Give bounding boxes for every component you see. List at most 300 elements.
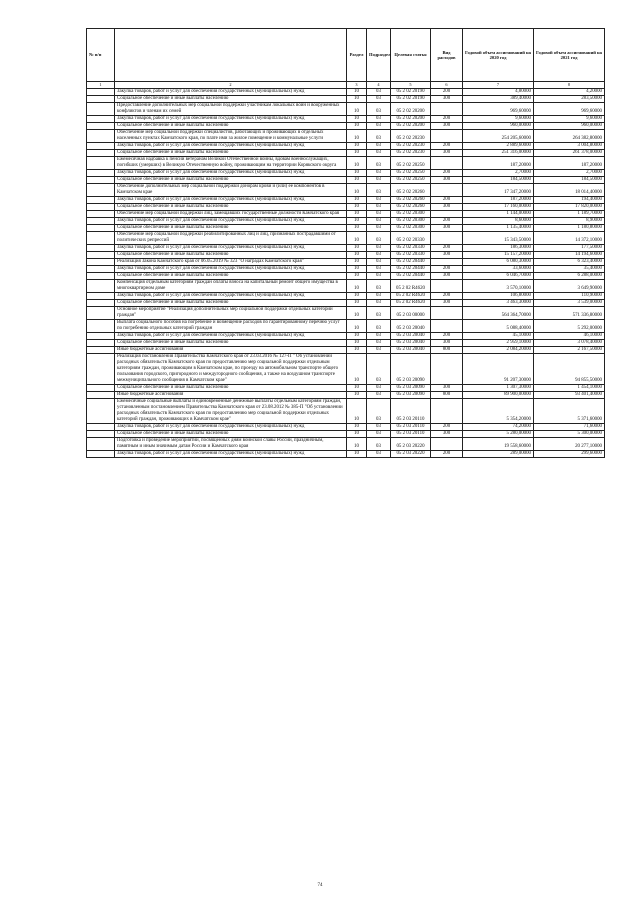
row-num-cell bbox=[87, 96, 115, 103]
row-2021-cell: 46,10000 bbox=[534, 333, 605, 340]
row-vid-cell: 200 bbox=[431, 424, 463, 431]
row-name-cell: Иные бюджетные ассигнования bbox=[115, 392, 347, 399]
row-target-cell: 05 2 02 20200 bbox=[391, 116, 431, 123]
row-vid-cell bbox=[431, 354, 463, 385]
row-num-cell bbox=[87, 451, 115, 458]
row-razdel-cell: 10 bbox=[347, 340, 367, 347]
row-2020-cell: 184,50000 bbox=[463, 177, 534, 184]
row-target-cell: 05 2 03 20090 bbox=[391, 392, 431, 399]
header-vid: Вид расходов bbox=[431, 29, 463, 82]
row-razdel-cell: 10 bbox=[347, 143, 367, 150]
header-razdel: Раздел bbox=[347, 29, 367, 82]
row-target-cell: 05 2 02 20300 bbox=[391, 211, 431, 218]
row-razdel-cell: 10 bbox=[347, 232, 367, 245]
row-num-cell bbox=[87, 259, 115, 266]
row-2021-cell: 71,60000 bbox=[534, 424, 605, 431]
row-num-cell bbox=[87, 130, 115, 143]
row-2021-cell: 187,20000 bbox=[534, 157, 605, 170]
row-2020-cell: 969,60000 bbox=[463, 103, 534, 116]
col-number: 3 bbox=[347, 82, 367, 89]
row-2020-cell: 1 144,00000 bbox=[463, 211, 534, 218]
row-2021-cell: 18 014,40000 bbox=[534, 184, 605, 197]
row-name-cell: Социальное обеспечение и иные выплаты населению bbox=[115, 150, 347, 157]
row-2021-cell: 35,40000 bbox=[534, 266, 605, 273]
row-razdel-cell: 10 bbox=[347, 204, 367, 211]
row-target-cell: 05 2 02 20260 bbox=[391, 204, 431, 211]
row-2020-cell: 1 307,30000 bbox=[463, 385, 534, 392]
row-2021-cell: 2 167,50000 bbox=[534, 347, 605, 354]
row-name-cell: Социальное обеспечение и иные выплаты населению bbox=[115, 123, 347, 130]
row-podrazdel-cell: 03 bbox=[367, 259, 391, 266]
row-razdel-cell: 10 bbox=[347, 333, 367, 340]
table-row bbox=[87, 218, 605, 225]
row-vid-cell: 200 bbox=[431, 143, 463, 150]
row-podrazdel-cell: 03 bbox=[367, 157, 391, 170]
table-row bbox=[87, 451, 605, 458]
row-podrazdel-cell: 03 bbox=[367, 354, 391, 385]
row-podrazdel-cell: 03 bbox=[367, 123, 391, 130]
row-vid-cell: 300 bbox=[431, 431, 463, 438]
row-num-cell bbox=[87, 177, 115, 184]
row-vid-cell: 300 bbox=[431, 177, 463, 184]
row-razdel-cell: 10 bbox=[347, 431, 367, 438]
row-2021-cell: 17 820,00000 bbox=[534, 204, 605, 211]
row-num-cell bbox=[87, 300, 115, 307]
row-target-cell: 05 2 02 20230 bbox=[391, 143, 431, 150]
row-name-cell: Социальное обеспечение и иные выплаты населению bbox=[115, 385, 347, 392]
row-razdel-cell: 10 bbox=[347, 150, 367, 157]
row-vid-cell: 300 bbox=[431, 300, 463, 307]
row-2020-cell: 19 558,60000 bbox=[463, 438, 534, 451]
table-row bbox=[87, 273, 605, 280]
row-razdel-cell: 10 bbox=[347, 197, 367, 204]
row-target-cell: 05 2 02 20440 bbox=[391, 273, 431, 280]
table-row bbox=[87, 211, 605, 218]
row-podrazdel-cell: 03 bbox=[367, 266, 391, 273]
row-name-cell: Социальное обеспечение и иные выплаты населению bbox=[115, 431, 347, 438]
table-row bbox=[87, 170, 605, 177]
row-name-cell: Социальное обеспечение и иные выплаты населению bbox=[115, 177, 347, 184]
row-name-cell: Закупка товаров, работ и услуг для обеспечения государственных (муниципальных) нужд bbox=[115, 245, 347, 252]
table-row bbox=[87, 225, 605, 232]
table-row bbox=[87, 392, 605, 399]
table-row bbox=[87, 123, 605, 130]
row-2021-cell: 14 194,60000 bbox=[534, 252, 605, 259]
row-razdel-cell: 10 bbox=[347, 320, 367, 333]
row-target-cell: 05 2 02 20250 bbox=[391, 177, 431, 184]
row-2020-cell: 9,60000 bbox=[463, 116, 534, 123]
row-razdel-cell: 10 bbox=[347, 259, 367, 266]
row-target-cell: 05 2 02 20200 bbox=[391, 103, 431, 116]
row-vid-cell: 200 bbox=[431, 197, 463, 204]
row-2020-cell: 960,00000 bbox=[463, 123, 534, 130]
table-row bbox=[87, 177, 605, 184]
row-2020-cell: 33,60000 bbox=[463, 266, 534, 273]
row-target-cell: 05 2 02 20190 bbox=[391, 96, 431, 103]
row-target-cell: 05 2 02 20230 bbox=[391, 130, 431, 143]
row-podrazdel-cell: 03 bbox=[367, 211, 391, 218]
table-row bbox=[87, 150, 605, 157]
row-vid-cell: 200 bbox=[431, 89, 463, 96]
row-name-cell: Основное мероприятие "Реализация дополнительных мер социальной поддержки отдельных категорий граждан" bbox=[115, 307, 347, 320]
table-row bbox=[87, 347, 605, 354]
table-row bbox=[87, 354, 605, 385]
col-number: 6 bbox=[431, 82, 463, 89]
row-target-cell: 05 2 02 R4620 bbox=[391, 293, 431, 300]
row-target-cell: 05 2 02 20250 bbox=[391, 157, 431, 170]
table-row bbox=[87, 424, 605, 431]
row-podrazdel-cell: 03 bbox=[367, 130, 391, 143]
row-2020-cell: 17 160,00000 bbox=[463, 204, 534, 211]
row-num-cell bbox=[87, 354, 115, 385]
row-target-cell: 05 2 03 20090 bbox=[391, 354, 431, 385]
row-num-cell bbox=[87, 170, 115, 177]
row-razdel-cell: 10 bbox=[347, 123, 367, 130]
row-vid-cell: 300 bbox=[431, 252, 463, 259]
row-razdel-cell: 10 bbox=[347, 424, 367, 431]
header-2021: Годовой объем ассигнований на 2021 год bbox=[534, 29, 605, 82]
row-podrazdel-cell: 03 bbox=[367, 333, 391, 340]
row-razdel-cell: 10 bbox=[347, 170, 367, 177]
row-razdel-cell: 10 bbox=[347, 245, 367, 252]
row-2021-cell: 94 855,50000 bbox=[534, 354, 605, 385]
row-2021-cell: 20 277,10000 bbox=[534, 438, 605, 451]
row-target-cell: 05 2 03 20220 bbox=[391, 451, 431, 458]
row-2020-cell: 3 463,30000 bbox=[463, 300, 534, 307]
row-name-cell: Закупка товаров, работ и услуг для обеспечения государственных (муниципальных) нужд bbox=[115, 424, 347, 431]
row-name-cell: Ежемесячные социальные выплаты и единовременные денежные выплаты отдельным категориям граждан, установленным постановлением Правительства Камчатского края от 23.08.2012 № 385-П "Об установлении расходных обязательств Камчатского края по предоставлению мер социальной поддержки отдельных категорий граждан, проживающих в Камчатском крае" bbox=[115, 399, 347, 424]
table-row bbox=[87, 89, 605, 96]
row-name-cell: Закупка товаров, работ и услуг для обеспечения государственных (муниципальных) нужд bbox=[115, 170, 347, 177]
table-row bbox=[87, 245, 605, 252]
row-num-cell bbox=[87, 266, 115, 273]
row-target-cell: 05 2 03 20040 bbox=[391, 340, 431, 347]
row-vid-cell bbox=[431, 280, 463, 293]
row-razdel-cell: 10 bbox=[347, 399, 367, 424]
row-podrazdel-cell: 03 bbox=[367, 116, 391, 123]
row-podrazdel-cell: 03 bbox=[367, 232, 391, 245]
row-razdel-cell: 10 bbox=[347, 218, 367, 225]
row-2021-cell: 93 401,40000 bbox=[534, 392, 605, 399]
row-razdel-cell: 10 bbox=[347, 307, 367, 320]
row-target-cell: 05 2 02 20330 bbox=[391, 232, 431, 245]
row-name-cell: Социальное обеспечение и иные выплаты населению bbox=[115, 252, 347, 259]
row-vid-cell: 300 bbox=[431, 273, 463, 280]
row-vid-cell: 300 bbox=[431, 385, 463, 392]
row-podrazdel-cell: 03 bbox=[367, 392, 391, 399]
row-num-cell bbox=[87, 123, 115, 130]
column-number-row bbox=[87, 82, 605, 89]
row-razdel-cell: 10 bbox=[347, 280, 367, 293]
row-target-cell: 05 2 02 20330 bbox=[391, 252, 431, 259]
row-2020-cell: 5 088,40000 bbox=[463, 320, 534, 333]
row-podrazdel-cell: 03 bbox=[367, 197, 391, 204]
row-vid-cell: 200 bbox=[431, 116, 463, 123]
row-name-cell: Предоставление дополнительных мер социальной поддержки участникам локальных войн и вооруженных конфликтов и членам их семей bbox=[115, 103, 347, 116]
row-2021-cell: 5 371,60000 bbox=[534, 399, 605, 424]
row-2021-cell: 3 649,90000 bbox=[534, 280, 605, 293]
row-name-cell: Иные бюджетные ассигнования bbox=[115, 347, 347, 354]
col-number: 1 bbox=[87, 82, 115, 89]
row-2020-cell: 1 135,40000 bbox=[463, 225, 534, 232]
table-row bbox=[87, 184, 605, 197]
table-row bbox=[87, 116, 605, 123]
row-razdel-cell: 10 bbox=[347, 300, 367, 307]
row-2020-cell: 187,20000 bbox=[463, 157, 534, 170]
row-target-cell: 05 2 03 20110 bbox=[391, 399, 431, 424]
table-row bbox=[87, 399, 605, 424]
row-target-cell: 05 2 02 20300 bbox=[391, 218, 431, 225]
row-razdel-cell: 10 bbox=[347, 116, 367, 123]
row-vid-cell: 200 bbox=[431, 451, 463, 458]
table-row bbox=[87, 130, 605, 143]
table-row bbox=[87, 431, 605, 438]
row-2021-cell: 5 300,00000 bbox=[534, 431, 605, 438]
row-podrazdel-cell: 03 bbox=[367, 424, 391, 431]
row-razdel-cell: 10 bbox=[347, 177, 367, 184]
row-vid-cell bbox=[431, 307, 463, 320]
row-name-cell: Реализация постановления Правительства Камчатского края от 23.03.2016 № 127-П " Об установлении расходных обязательств Камчатского края по предоставлению мер социальной поддержки отдельным категориям граждан, проживающим в Камчатском крае, по проезду на автомобильном транспорте общего пользования городского, пригородного и междугородного сообщения, а также на воздушном транспорте межмуниципального сообщения в Камчатском крае" bbox=[115, 354, 347, 385]
row-num-cell bbox=[87, 103, 115, 116]
table-row bbox=[87, 300, 605, 307]
row-2020-cell: 45,10000 bbox=[463, 333, 534, 340]
row-vid-cell: 200 bbox=[431, 170, 463, 177]
table-row bbox=[87, 197, 605, 204]
row-vid-cell: 200 bbox=[431, 245, 463, 252]
row-target-cell: 05 2 02 R4620 bbox=[391, 300, 431, 307]
row-name-cell: Подготовка и проведение мероприятий, посвященных дням воинской славы России, праздничным, памятным и иным значимым датам России и Камчатского края bbox=[115, 438, 347, 451]
row-podrazdel-cell: 03 bbox=[367, 438, 391, 451]
row-razdel-cell: 10 bbox=[347, 157, 367, 170]
row-num-cell bbox=[87, 218, 115, 225]
row-2020-cell: 2 084,20000 bbox=[463, 347, 534, 354]
row-name-cell: Социальное обеспечение и иные выплаты населению bbox=[115, 340, 347, 347]
table-row bbox=[87, 385, 605, 392]
row-razdel-cell: 10 bbox=[347, 273, 367, 280]
row-podrazdel-cell: 03 bbox=[367, 385, 391, 392]
row-razdel-cell: 10 bbox=[347, 347, 367, 354]
row-vid-cell bbox=[431, 130, 463, 143]
row-num-cell bbox=[87, 320, 115, 333]
row-vid-cell: 300 bbox=[431, 96, 463, 103]
row-2020-cell: 106,80000 bbox=[463, 293, 534, 300]
row-target-cell: 05 2 02 20260 bbox=[391, 184, 431, 197]
row-num-cell bbox=[87, 157, 115, 170]
row-2021-cell: 4,20000 bbox=[534, 89, 605, 96]
row-name-cell: Закупка товаров, работ и услуг для обеспечения государственных (муниципальных) нужд bbox=[115, 266, 347, 273]
row-name-cell: Закупка товаров, работ и услуг для обеспечения государственных (муниципальных) нужд bbox=[115, 218, 347, 225]
row-name-cell: Закупка товаров, работ и услуг для обеспечения государственных (муниципальных) нужд bbox=[115, 293, 347, 300]
table-row bbox=[87, 252, 605, 259]
row-target-cell: 05 2 03 20040 bbox=[391, 333, 431, 340]
row-vid-cell: 200 bbox=[431, 266, 463, 273]
row-2021-cell: 14 372,10000 bbox=[534, 232, 605, 245]
row-num-cell bbox=[87, 116, 115, 123]
row-podrazdel-cell: 03 bbox=[367, 184, 391, 197]
row-razdel-cell: 10 bbox=[347, 451, 367, 458]
row-target-cell: 05 2 02 R4620 bbox=[391, 280, 431, 293]
budget-table bbox=[86, 28, 605, 458]
row-2020-cell: 254 205,60000 bbox=[463, 130, 534, 143]
row-num-cell bbox=[87, 197, 115, 204]
row-num-cell bbox=[87, 293, 115, 300]
row-2020-cell: 74,20000 bbox=[463, 424, 534, 431]
row-vid-cell: 200 bbox=[431, 293, 463, 300]
row-name-cell: Социальное обеспечение и иные выплаты населению bbox=[115, 96, 347, 103]
row-2020-cell: 564 364,70000 bbox=[463, 307, 534, 320]
table-row bbox=[87, 340, 605, 347]
row-2020-cell: 251 316,00000 bbox=[463, 150, 534, 157]
row-target-cell: 05 2 03 20110 bbox=[391, 431, 431, 438]
row-target-cell: 05 2 03 20220 bbox=[391, 438, 431, 451]
row-2021-cell: 1 454,10000 bbox=[534, 385, 605, 392]
table-row bbox=[87, 232, 605, 245]
row-podrazdel-cell: 03 bbox=[367, 300, 391, 307]
row-2020-cell: 6 046,70000 bbox=[463, 273, 534, 280]
row-num-cell bbox=[87, 245, 115, 252]
table-row bbox=[87, 293, 605, 300]
row-2021-cell: 299,60000 bbox=[534, 451, 605, 458]
table-row bbox=[87, 259, 605, 266]
row-2021-cell: 9,60000 bbox=[534, 116, 605, 123]
row-name-cell: Закупка товаров, работ и услуг для обеспечения государственных (муниципальных) нужд bbox=[115, 333, 347, 340]
row-target-cell: 05 2 03 00000 bbox=[391, 307, 431, 320]
row-2020-cell: 8,60000 bbox=[463, 218, 534, 225]
row-name-cell: Обеспечение дополнительных мер социальной поддержки донорам крови и (или) ее компонентов в Камчатском крае bbox=[115, 184, 347, 197]
budget-sheet bbox=[86, 28, 604, 458]
row-name-cell: Обеспечение мер социальной поддержки реабилитированных лиц и лиц, признанных пострадавшими от политических репрессий bbox=[115, 232, 347, 245]
row-podrazdel-cell: 03 bbox=[367, 307, 391, 320]
row-num-cell bbox=[87, 307, 115, 320]
row-num-cell bbox=[87, 399, 115, 424]
row-2020-cell: 186,30000 bbox=[463, 245, 534, 252]
row-vid-cell bbox=[431, 438, 463, 451]
row-2021-cell: 184,50000 bbox=[534, 177, 605, 184]
row-razdel-cell: 10 bbox=[347, 252, 367, 259]
row-razdel-cell: 10 bbox=[347, 225, 367, 232]
row-2020-cell: 6 080,30000 bbox=[463, 259, 534, 266]
table-row bbox=[87, 307, 605, 320]
table-row bbox=[87, 266, 605, 273]
row-vid-cell bbox=[431, 399, 463, 424]
row-num-cell bbox=[87, 280, 115, 293]
row-2021-cell: 283,50000 bbox=[534, 96, 605, 103]
table-row bbox=[87, 438, 605, 451]
row-name-cell: Обеспечение мер социальной поддержки лиц, замещавших государственные должности Камчатского края bbox=[115, 211, 347, 218]
row-2021-cell: 194,40000 bbox=[534, 197, 605, 204]
row-podrazdel-cell: 03 bbox=[367, 225, 391, 232]
row-num-cell bbox=[87, 273, 115, 280]
row-razdel-cell: 10 bbox=[347, 211, 367, 218]
row-podrazdel-cell: 03 bbox=[367, 89, 391, 96]
row-name-cell: Компенсация отдельным категориям граждан оплаты взноса на капитальный ремонт общего имущества в многоквартирном доме bbox=[115, 280, 347, 293]
row-name-cell: Закупка товаров, работ и услуг для обеспечения государственных (муниципальных) нужд bbox=[115, 197, 347, 204]
row-podrazdel-cell: 03 bbox=[367, 293, 391, 300]
row-2020-cell: 187,20000 bbox=[463, 197, 534, 204]
page-number: 74 bbox=[317, 883, 323, 888]
row-num-cell bbox=[87, 392, 115, 399]
row-podrazdel-cell: 03 bbox=[367, 320, 391, 333]
row-num-cell bbox=[87, 211, 115, 218]
row-razdel-cell: 10 bbox=[347, 103, 367, 116]
row-name-cell: Выплата социального пособия на погребение и возмещение расходов по гарантированному перечню услуг по погребению отдельных категорий граждан bbox=[115, 320, 347, 333]
row-2020-cell: 389,40000 bbox=[463, 96, 534, 103]
col-number: 8 bbox=[534, 82, 605, 89]
table-body bbox=[87, 89, 605, 458]
row-podrazdel-cell: 03 bbox=[367, 103, 391, 116]
row-target-cell: 05 2 03 20090 bbox=[391, 385, 431, 392]
row-podrazdel-cell: 03 bbox=[367, 431, 391, 438]
row-vid-cell: 300 bbox=[431, 340, 463, 347]
row-podrazdel-cell: 03 bbox=[367, 252, 391, 259]
row-podrazdel-cell: 03 bbox=[367, 96, 391, 103]
col-number: 7 bbox=[463, 82, 534, 89]
row-2021-cell: 571 336,80000 bbox=[534, 307, 605, 320]
row-num-cell bbox=[87, 333, 115, 340]
row-num-cell bbox=[87, 150, 115, 157]
row-num-cell bbox=[87, 184, 115, 197]
row-2020-cell: 2 889,60000 bbox=[463, 143, 534, 150]
row-razdel-cell: 10 bbox=[347, 438, 367, 451]
row-target-cell: 05 2 02 20260 bbox=[391, 197, 431, 204]
row-razdel-cell: 10 bbox=[347, 130, 367, 143]
row-razdel-cell: 10 bbox=[347, 266, 367, 273]
row-target-cell: 05 2 02 20200 bbox=[391, 123, 431, 130]
row-podrazdel-cell: 03 bbox=[367, 340, 391, 347]
row-razdel-cell: 10 bbox=[347, 96, 367, 103]
row-num-cell bbox=[87, 232, 115, 245]
row-2021-cell: 5 292,00000 bbox=[534, 320, 605, 333]
table-row bbox=[87, 204, 605, 211]
row-name-cell: Обеспечение мер социальной поддержки специалистов, работающих и проживающих в отдельных населенных пунктах Камчатского края, по плате ими за жилое помещение и коммунальные услуги bbox=[115, 130, 347, 143]
row-2021-cell: 1 189,70000 bbox=[534, 211, 605, 218]
row-2021-cell: 110,90000 bbox=[534, 293, 605, 300]
row-target-cell: 05 2 02 20440 bbox=[391, 259, 431, 266]
row-2021-cell: 8,90000 bbox=[534, 218, 605, 225]
row-2020-cell: 89 900,00000 bbox=[463, 392, 534, 399]
header-num: № п/п bbox=[87, 29, 115, 82]
row-vid-cell: 800 bbox=[431, 347, 463, 354]
row-num-cell bbox=[87, 204, 115, 211]
row-2020-cell: 289,00000 bbox=[463, 451, 534, 458]
row-target-cell: 05 2 02 20330 bbox=[391, 245, 431, 252]
row-target-cell: 05 2 02 20230 bbox=[391, 150, 431, 157]
row-vid-cell bbox=[431, 320, 463, 333]
row-podrazdel-cell: 03 bbox=[367, 150, 391, 157]
table-row bbox=[87, 143, 605, 150]
row-target-cell: 05 2 03 20040 bbox=[391, 320, 431, 333]
row-vid-cell: 200 bbox=[431, 218, 463, 225]
row-name-cell: Социальное обеспечение и иные выплаты населению bbox=[115, 225, 347, 232]
row-num-cell bbox=[87, 89, 115, 96]
row-2021-cell: 960,00000 bbox=[534, 123, 605, 130]
row-podrazdel-cell: 03 bbox=[367, 451, 391, 458]
table-header-row bbox=[87, 29, 605, 82]
row-2021-cell: 261 378,00000 bbox=[534, 150, 605, 157]
row-razdel-cell: 10 bbox=[347, 354, 367, 385]
table-row bbox=[87, 103, 605, 116]
row-name-cell: Социальное обеспечение и иные выплаты населению bbox=[115, 204, 347, 211]
header-target: Целевая статья bbox=[391, 29, 431, 82]
row-target-cell: 05 2 02 20440 bbox=[391, 266, 431, 273]
row-podrazdel-cell: 03 bbox=[367, 399, 391, 424]
row-podrazdel-cell: 03 bbox=[367, 218, 391, 225]
row-target-cell: 05 2 02 20250 bbox=[391, 170, 431, 177]
row-podrazdel-cell: 03 bbox=[367, 273, 391, 280]
col-number: 4 bbox=[367, 82, 391, 89]
col-number: 5 bbox=[391, 82, 431, 89]
row-vid-cell bbox=[431, 259, 463, 266]
